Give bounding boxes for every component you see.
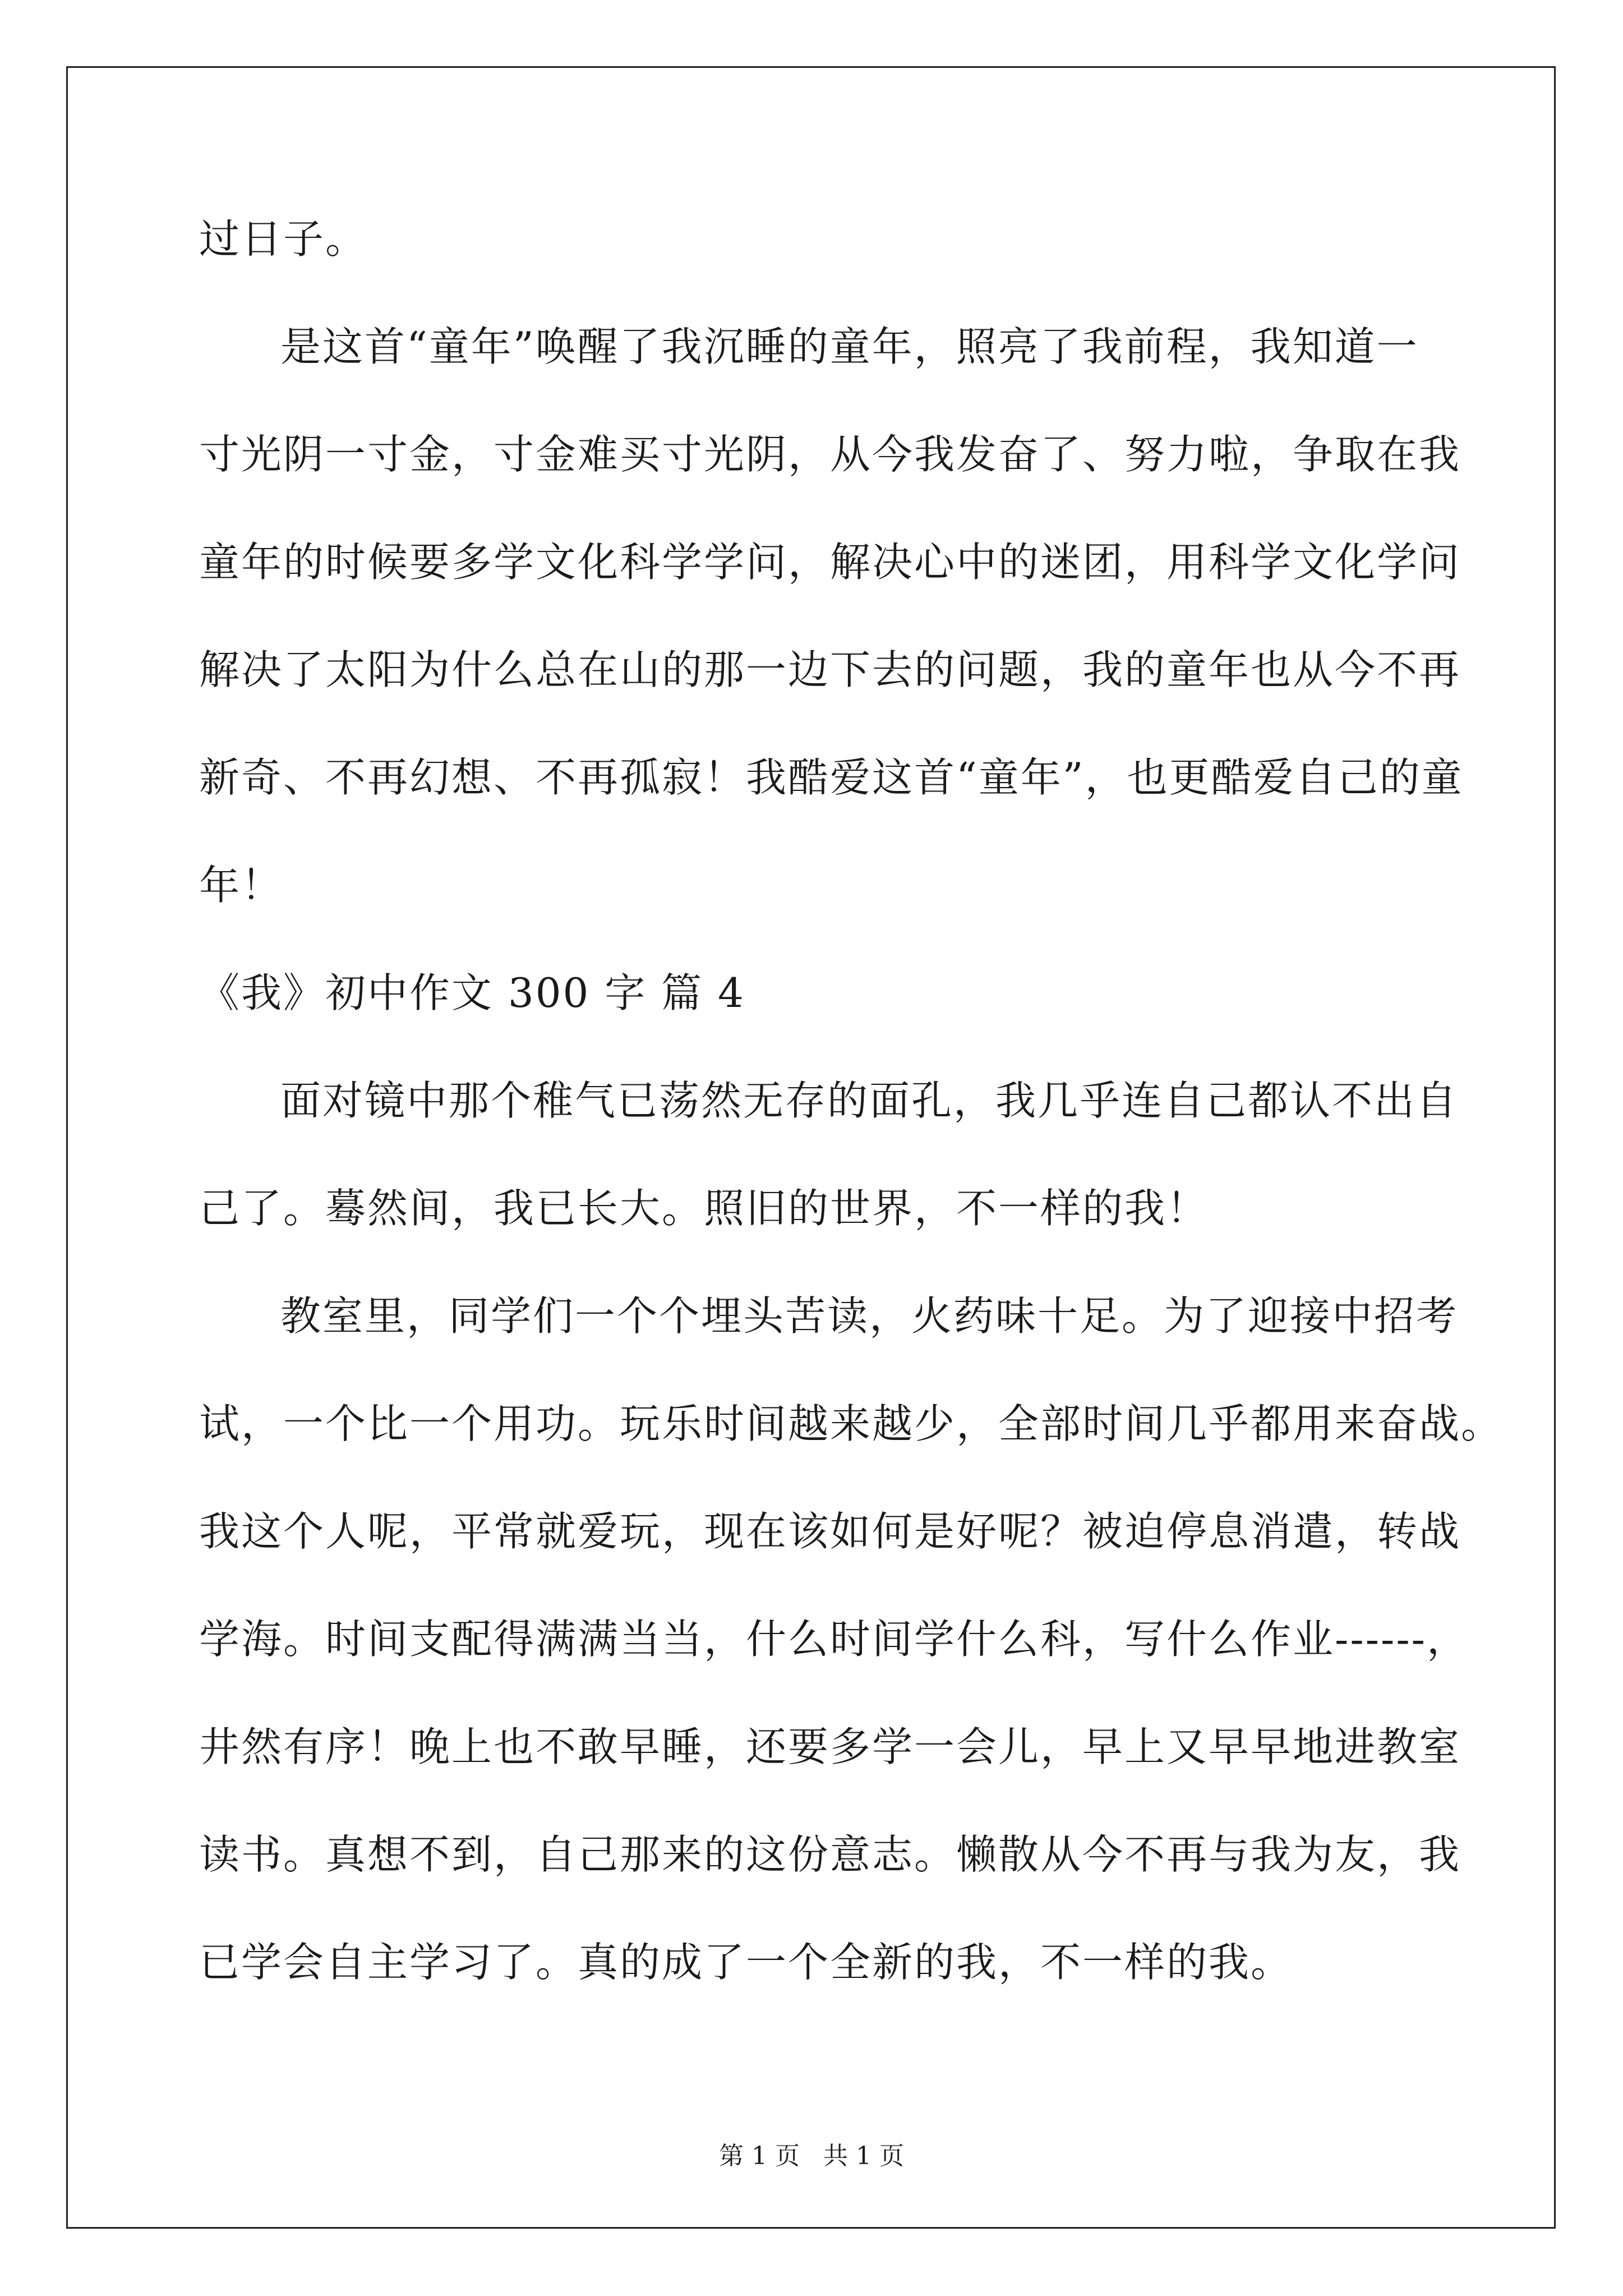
paragraph-line: 解决了太阳为什么总在山的那一边下去的问题，我的童年也从今不再: [199, 646, 1461, 693]
paragraph-line: 过日子。: [199, 215, 368, 263]
paragraph-line: 试，一个比一个用功。玩乐时间越来越少，全部时间几乎都用来奋战。: [199, 1400, 1504, 1447]
paragraph-line: 新奇、不再幻想、不再孤寂！我酷爱这首“童年”，也更酷爱自己的童: [199, 754, 1464, 801]
paragraph-line: 教室里，同学们一个个埋头苦读，火药味十足。为了迎接中招考: [280, 1292, 1459, 1340]
paragraph-line: 寸光阴一寸金，寸金难买寸光阴，从今我发奋了、努力啦，争取在我: [199, 431, 1461, 478]
paragraph-line: 读书。真想不到，自己那来的这份意志。懒散从今不再与我为友，我: [199, 1831, 1461, 1878]
paragraph-line: 年！: [199, 862, 284, 909]
page-border: [66, 66, 1556, 2229]
paragraph-line: 童年的时候要多学文化科学学问，解决心中的迷团，用科学文化学问: [199, 539, 1461, 586]
paragraph-line: 井然有序！晚上也不敢早睡，还要多学一会儿，早上又早早地进教室: [199, 1723, 1461, 1770]
paragraph-line: 是这首“童年”唤醒了我沉睡的童年，照亮了我前程，我知道一: [280, 323, 1419, 370]
paragraph-line: 学海。时间支配得满满当当，什么时间学什么科，写什么作业------，: [199, 1616, 1469, 1663]
page-number-footer: 第 1 页 共 1 页: [719, 2142, 904, 2170]
paragraph-line: 我这个人呢，平常就爱玩，现在该如何是好呢？被迫停息消遣，转战: [199, 1508, 1461, 1555]
paragraph-line: 已学会自主学习了。真的成了一个全新的我，不一样的我。: [199, 1939, 1293, 1986]
paragraph-line: 面对镜中那个稚气已荡然无存的面孔，我几乎连自己都认不出自: [280, 1077, 1459, 1124]
paragraph-line: 己了。蓦然间，我已长大。照旧的世界，不一样的我！: [199, 1185, 1209, 1232]
section-heading: 《我》初中作文 300 字 篇 4: [199, 969, 745, 1016]
